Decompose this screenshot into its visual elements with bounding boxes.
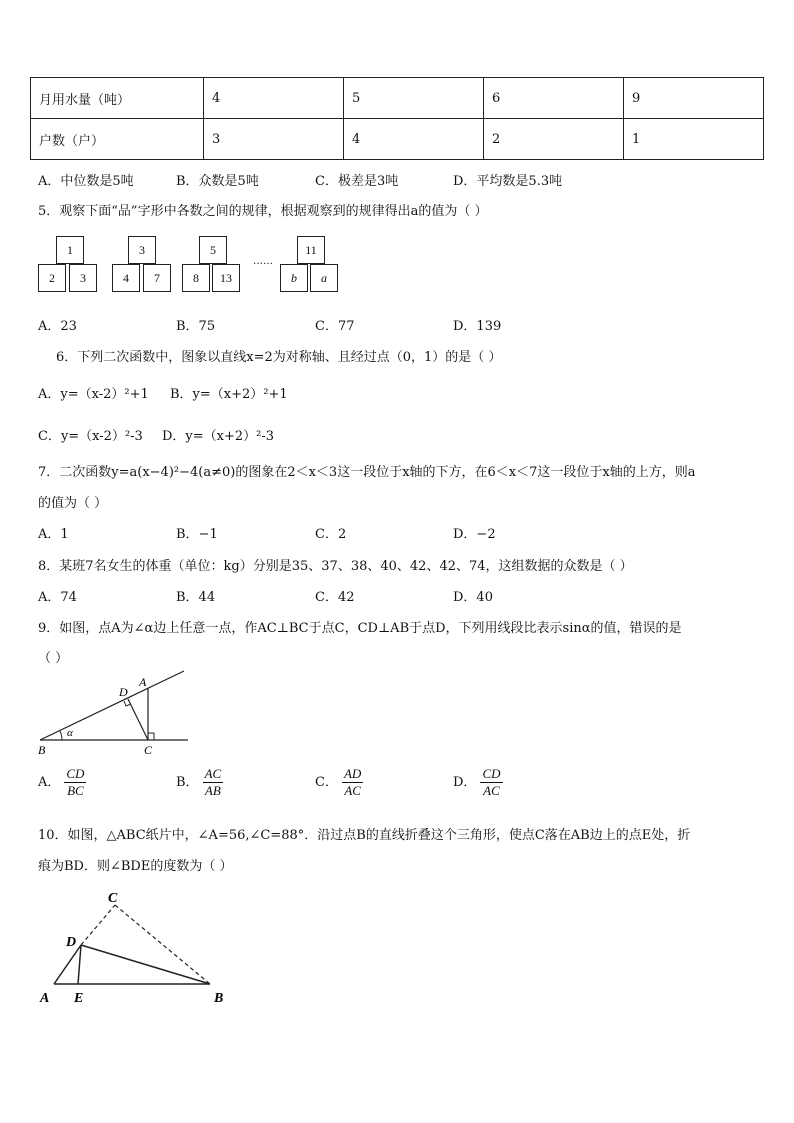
q9-option-d xyxy=(453,766,503,799)
alpha-arc xyxy=(60,731,62,740)
table-cell: 3 xyxy=(204,119,344,160)
pin-top: 3 xyxy=(128,236,156,264)
table-row xyxy=(31,78,764,119)
label-c: C xyxy=(108,891,118,906)
label-b: B xyxy=(214,991,224,1006)
q4-option-d: D．平均数是5.3吨 xyxy=(453,174,563,189)
label-alpha: α xyxy=(67,727,73,739)
pin-left: 2 xyxy=(38,264,66,292)
q8-text: 8．某班7名女生的体重（单位：kg）分别是35、37、38、40、42、42、74，这组数据的众数是（ ） xyxy=(38,559,633,574)
q4-option-b: B．众数是5吨 xyxy=(176,174,259,189)
q4-option-c: C．极差是3吨 xyxy=(315,174,399,189)
numerator: CD xyxy=(66,766,85,781)
q9-text-line2: （ ） xyxy=(38,651,69,666)
denominator: AB xyxy=(204,783,221,798)
segment-cd xyxy=(128,699,148,740)
numerator: AC xyxy=(204,766,222,781)
angle-side xyxy=(40,671,184,740)
pin-right: 3 xyxy=(69,264,97,292)
q6-text: 6．下列二次函数中，图象以直线x=2为对称轴、且经过点（0，1）的是（ ） xyxy=(56,350,502,365)
denominator: AC xyxy=(483,783,500,798)
q9-option-b xyxy=(176,766,223,799)
pin-left: 4 xyxy=(112,264,140,292)
q6-option-c: C．y=（x-2）²-3 xyxy=(38,429,143,444)
pin-right: a xyxy=(310,264,338,292)
table-cell: 6 xyxy=(484,78,624,119)
pin-right: 7 xyxy=(143,264,171,292)
segment-cb-dashed xyxy=(115,905,210,984)
fraction xyxy=(203,766,224,799)
table-cell: 5 xyxy=(344,78,484,119)
q5-option-c: C．77 xyxy=(315,319,355,334)
right-angle-c xyxy=(148,733,154,740)
q9-figure xyxy=(36,666,191,760)
q8-option-c: C．42 xyxy=(315,590,355,605)
option-letter: C． xyxy=(315,775,338,790)
table-cell: 1 xyxy=(624,119,764,160)
table-cell: 户数（户） xyxy=(31,119,204,160)
q9-option-a xyxy=(38,766,86,799)
q5-option-b: B．75 xyxy=(176,319,216,334)
option-letter: B． xyxy=(176,775,199,790)
q7-option-d: D．−2 xyxy=(453,527,496,542)
segment-ad xyxy=(54,945,81,984)
q7-option-b: B．−1 xyxy=(176,527,218,542)
q6-option-a: A．y=（x-2）²+1 xyxy=(38,387,149,402)
segment-de xyxy=(78,945,81,984)
option-letter: D． xyxy=(453,775,477,790)
q8-option-a: A．74 xyxy=(38,590,77,605)
q10-text-line2: 痕为BD．则∠BDE的度数为（ ） xyxy=(38,859,233,874)
q5-option-d: D．139 xyxy=(453,319,502,334)
table-row xyxy=(31,119,764,160)
label-b: B xyxy=(38,743,46,757)
option-letter: A． xyxy=(38,775,61,790)
q5-text: 5．观察下面“品”字形中各数之间的规律，根据观察到的规律得出a的值为（ ） xyxy=(38,204,488,219)
table-cell: 9 xyxy=(624,78,764,119)
label-a: A xyxy=(40,991,50,1006)
label-c: C xyxy=(144,743,153,757)
table-cell: 2 xyxy=(484,119,624,160)
q7-option-a: A．1 xyxy=(38,527,69,542)
pin-left: b xyxy=(280,264,308,292)
q5-option-a: A．23 xyxy=(38,319,77,334)
table-cell: 月用水量（吨） xyxy=(31,78,204,119)
segment-db xyxy=(81,945,210,984)
q9-text-line1: 9．如图，点A为∠α边上任意一点，作AC⊥BC于点C，CD⊥AB于点D，下列用线段比表示sinα的值，错误的是 xyxy=(38,621,682,636)
label-a: A xyxy=(139,675,147,689)
water-usage-table xyxy=(30,77,764,160)
q7-text-line2: 的值为（ ） xyxy=(38,496,108,511)
pin-top: 1 xyxy=(56,236,84,264)
q7-text-line1: 7．二次函数y=a(x−4)²−4(a≠0)的图象在2＜x＜3这一段位于x轴的下方，在6＜x＜7这一段位于x轴的上方，则a xyxy=(38,465,696,480)
denominator: BC xyxy=(67,783,84,798)
label-e: E xyxy=(74,991,84,1006)
numerator: CD xyxy=(482,766,501,781)
q8-option-b: B．44 xyxy=(176,590,216,605)
denominator: AC xyxy=(344,783,361,798)
table-cell: 4 xyxy=(204,78,344,119)
q9-option-c xyxy=(315,766,363,799)
q10-figure xyxy=(34,884,234,1006)
q6-option-b: B．y=（x+2）²+1 xyxy=(170,387,288,402)
pin-right: 13 xyxy=(212,264,240,292)
pin-top: 11 xyxy=(297,236,325,264)
fraction xyxy=(342,766,363,799)
q4-option-a: A．中位数是5吨 xyxy=(38,174,134,189)
table-cell: 4 xyxy=(344,119,484,160)
q10-text-line1: 10．如图，△ABC纸片中，∠A=56,∠C=88°．沿过点B的直线折叠这个三角形，使点C落在AB边上的点E处，折 xyxy=(38,828,691,843)
label-d: D xyxy=(119,685,128,699)
label-d: D xyxy=(66,935,77,950)
fraction xyxy=(480,766,502,799)
numerator: AD xyxy=(343,766,362,781)
pin-top: 5 xyxy=(199,236,227,264)
q8-option-d: D．40 xyxy=(453,590,493,605)
ellipsis: …… xyxy=(253,256,273,267)
segment-dc-dashed xyxy=(81,905,115,945)
q7-option-c: C．2 xyxy=(315,527,347,542)
q6-option-d: D．y=（x+2）²-3 xyxy=(162,429,275,444)
fraction xyxy=(64,766,86,799)
pin-left: 8 xyxy=(182,264,210,292)
